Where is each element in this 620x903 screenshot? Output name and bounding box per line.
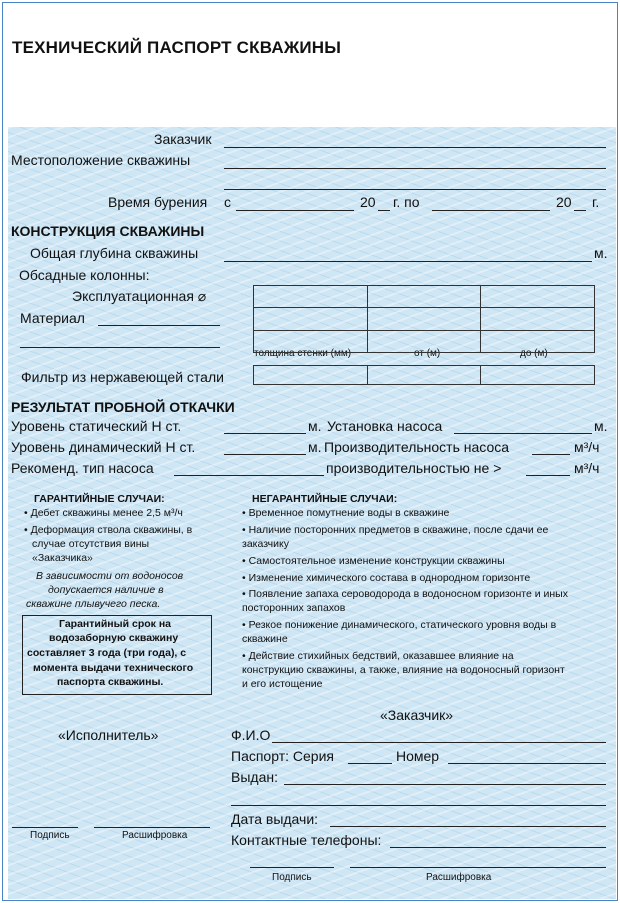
dynamic-level-field[interactable] — [224, 454, 306, 455]
year-label-1: 20 — [360, 194, 376, 210]
nonwarranty-item: заказчику — [242, 538, 289, 550]
pump-install-label: Установка насоса — [327, 418, 443, 434]
productivity-min-field[interactable] — [526, 475, 570, 476]
casing-cell[interactable] — [481, 308, 595, 330]
material-field[interactable] — [98, 325, 220, 326]
location-field-2[interactable] — [224, 189, 606, 190]
executor-sign-caption: Подпись — [30, 830, 70, 841]
warranty-item: случае отсутствия вины — [32, 538, 150, 550]
location-label: Местоположение скважины — [11, 152, 191, 168]
static-unit: м. — [308, 418, 322, 434]
customer-field[interactable] — [224, 147, 606, 148]
customer-decode-caption: Расшифровка — [426, 872, 492, 883]
casing-cell[interactable] — [481, 330, 595, 352]
recommend-field[interactable] — [174, 475, 324, 476]
customer-sign-heading: «Заказчик» — [380, 707, 454, 723]
productivity-min-label: производительностью не > — [326, 460, 502, 476]
issue-date-label: Дата выдачи: — [231, 811, 319, 827]
install-unit: м. — [594, 418, 608, 434]
nonwarranty-item: • Временное помутнение воды в скважине — [242, 507, 450, 519]
productivity-field[interactable] — [532, 454, 570, 455]
document-title: ТЕХНИЧЕСКИЙ ПАСПОРТ СКВАЖИНЫ — [12, 38, 342, 57]
casing-cell[interactable] — [367, 286, 481, 308]
warranty-box-line: Гарантийный срок на — [59, 618, 172, 630]
col-to-label: до (м) — [520, 348, 548, 359]
warranty-box-line: момента выдачи технического — [33, 662, 194, 674]
nonwarranty-item: • Изменение химического состава в однородном горизонте — [242, 572, 531, 584]
executor-decode-field[interactable] — [94, 827, 210, 828]
filter-table — [253, 365, 595, 385]
issued-field-2[interactable] — [231, 805, 606, 806]
warranty-item: • Дебет скважины менее 2,5 м³/ч — [24, 507, 183, 519]
warranty-box-line: водозаборную скважину — [49, 632, 179, 644]
warranty-box-line: паспорта скважины. — [57, 676, 164, 688]
warranty-note: допускается наличие в — [48, 584, 164, 596]
depth-unit: м. — [594, 245, 608, 261]
issued-field[interactable] — [284, 784, 606, 785]
issued-label: Выдан: — [231, 769, 278, 785]
drill-time-label: Время бурения — [108, 194, 208, 210]
nonwarranty-heading: НЕГАРАНТИЙНЫЕ СЛУЧАИ: — [252, 493, 398, 505]
filter-cell[interactable] — [481, 366, 595, 385]
filter-cell[interactable] — [367, 366, 481, 385]
location-field[interactable] — [224, 168, 606, 169]
customer-decode-field[interactable] — [350, 867, 606, 868]
filter-cell[interactable] — [254, 366, 368, 385]
nonwarranty-item: • Самостоятельное изменение конструкции скважины — [242, 555, 505, 567]
casing-cell[interactable] — [254, 308, 368, 330]
depth-field[interactable] — [224, 261, 592, 262]
casing-cell[interactable] — [254, 286, 368, 308]
warranty-item: • Деформация ствола скважины, в — [24, 524, 193, 536]
year-field-2[interactable] — [574, 210, 586, 211]
material-field-2[interactable] — [20, 347, 220, 348]
productivity-unit: м³/ч — [574, 439, 600, 455]
nonwarranty-item: • Действие стихийных бедствий, оказавшее влияние на — [242, 650, 514, 662]
exploit-label: Эксплуатационная ⌀ — [72, 288, 207, 304]
casing-cell[interactable] — [367, 330, 481, 352]
drill-from-label: с — [224, 194, 231, 210]
productivity-label: Производительность насоса — [324, 439, 510, 455]
warranty-note: В зависимости от водоносов — [36, 570, 184, 582]
year-end-label: г. — [592, 194, 600, 210]
nonwarranty-item: посторонних запахов — [242, 602, 346, 614]
executor-decode-caption: Расшифровка — [122, 830, 188, 841]
nonwarranty-item: конструкцию скважины, а также, влияние на водоносный горизонт — [242, 664, 565, 676]
col-from-label: от (м) — [414, 348, 441, 359]
productivity-min-unit: м³/ч — [574, 460, 600, 476]
passport-number-field[interactable] — [448, 763, 606, 764]
passport-series-field[interactable] — [348, 763, 392, 764]
phones-label: Контактные телефоны: — [231, 832, 382, 848]
warranty-item: «Заказчика» — [32, 552, 93, 564]
nonwarranty-item: • Наличие посторонних предметов в скважине, после сдачи ее — [242, 524, 549, 536]
recommend-label: Рекоменд. тип насоса — [11, 460, 154, 476]
warranty-heading: ГАРАНТИЙНЫЕ СЛУЧАИ: — [34, 493, 165, 505]
fio-label: Ф.И.О — [231, 727, 271, 743]
warranty-period-box — [22, 615, 212, 695]
passport-form — [8, 127, 616, 899]
customer-sign-caption: Подпись — [272, 872, 312, 883]
casing-cell[interactable] — [254, 330, 368, 352]
issue-date-field[interactable] — [330, 826, 606, 827]
casing-label: Обсадные колонны: — [19, 267, 150, 283]
nonwarranty-item: скважине — [242, 633, 288, 645]
passport-number-label: Номер — [396, 748, 440, 764]
dynamic-unit: м. — [308, 439, 322, 455]
executor-heading: «Исполнитель» — [58, 727, 159, 743]
fio-field[interactable] — [272, 742, 606, 743]
warranty-box-line: составляет 3 года (три года), с — [27, 647, 187, 659]
customer-sign-field[interactable] — [250, 867, 334, 868]
pump-install-field[interactable] — [454, 433, 592, 434]
drill-to-label: г. по — [393, 194, 420, 210]
static-level-field[interactable] — [224, 433, 306, 434]
casing-cell[interactable] — [367, 308, 481, 330]
passport-series-label: Паспорт: Серия — [231, 748, 334, 764]
casing-cell[interactable] — [481, 286, 595, 308]
year-label-2: 20 — [556, 194, 572, 210]
drill-to-field[interactable] — [432, 210, 550, 211]
pump-test-heading: РЕЗУЛЬТАТ ПРОБНОЙ ОТКАЧКИ — [11, 399, 235, 415]
dynamic-level-label: Уровень динамический Н ст. — [11, 439, 196, 455]
executor-sign-field[interactable] — [12, 827, 78, 828]
filter-label: Фильтр из нержавеющей стали — [21, 369, 224, 385]
year-field-1[interactable] — [378, 210, 390, 211]
nonwarranty-item: • Резкое понижение динамического, статического уровня воды в — [242, 619, 557, 631]
material-label: Материал — [20, 310, 85, 326]
col-wall-label: толщина стенки (мм) — [254, 348, 352, 359]
nonwarranty-item: • Появление запаха сероводорода в водоносном горизонте и иных — [242, 588, 568, 600]
static-level-label: Уровень статический Н ст. — [11, 418, 182, 434]
phones-field[interactable] — [390, 847, 606, 848]
depth-label: Общая глубина скважины — [30, 245, 199, 261]
drill-from-field[interactable] — [236, 210, 354, 211]
nonwarranty-item: и его истощение — [242, 678, 323, 690]
construction-heading: КОНСТРУКЦИЯ СКВАЖИНЫ — [11, 223, 205, 239]
customer-label: Заказчик — [154, 131, 212, 147]
warranty-note: скважине плывучего песка. — [26, 598, 161, 610]
casing-table — [253, 285, 595, 353]
